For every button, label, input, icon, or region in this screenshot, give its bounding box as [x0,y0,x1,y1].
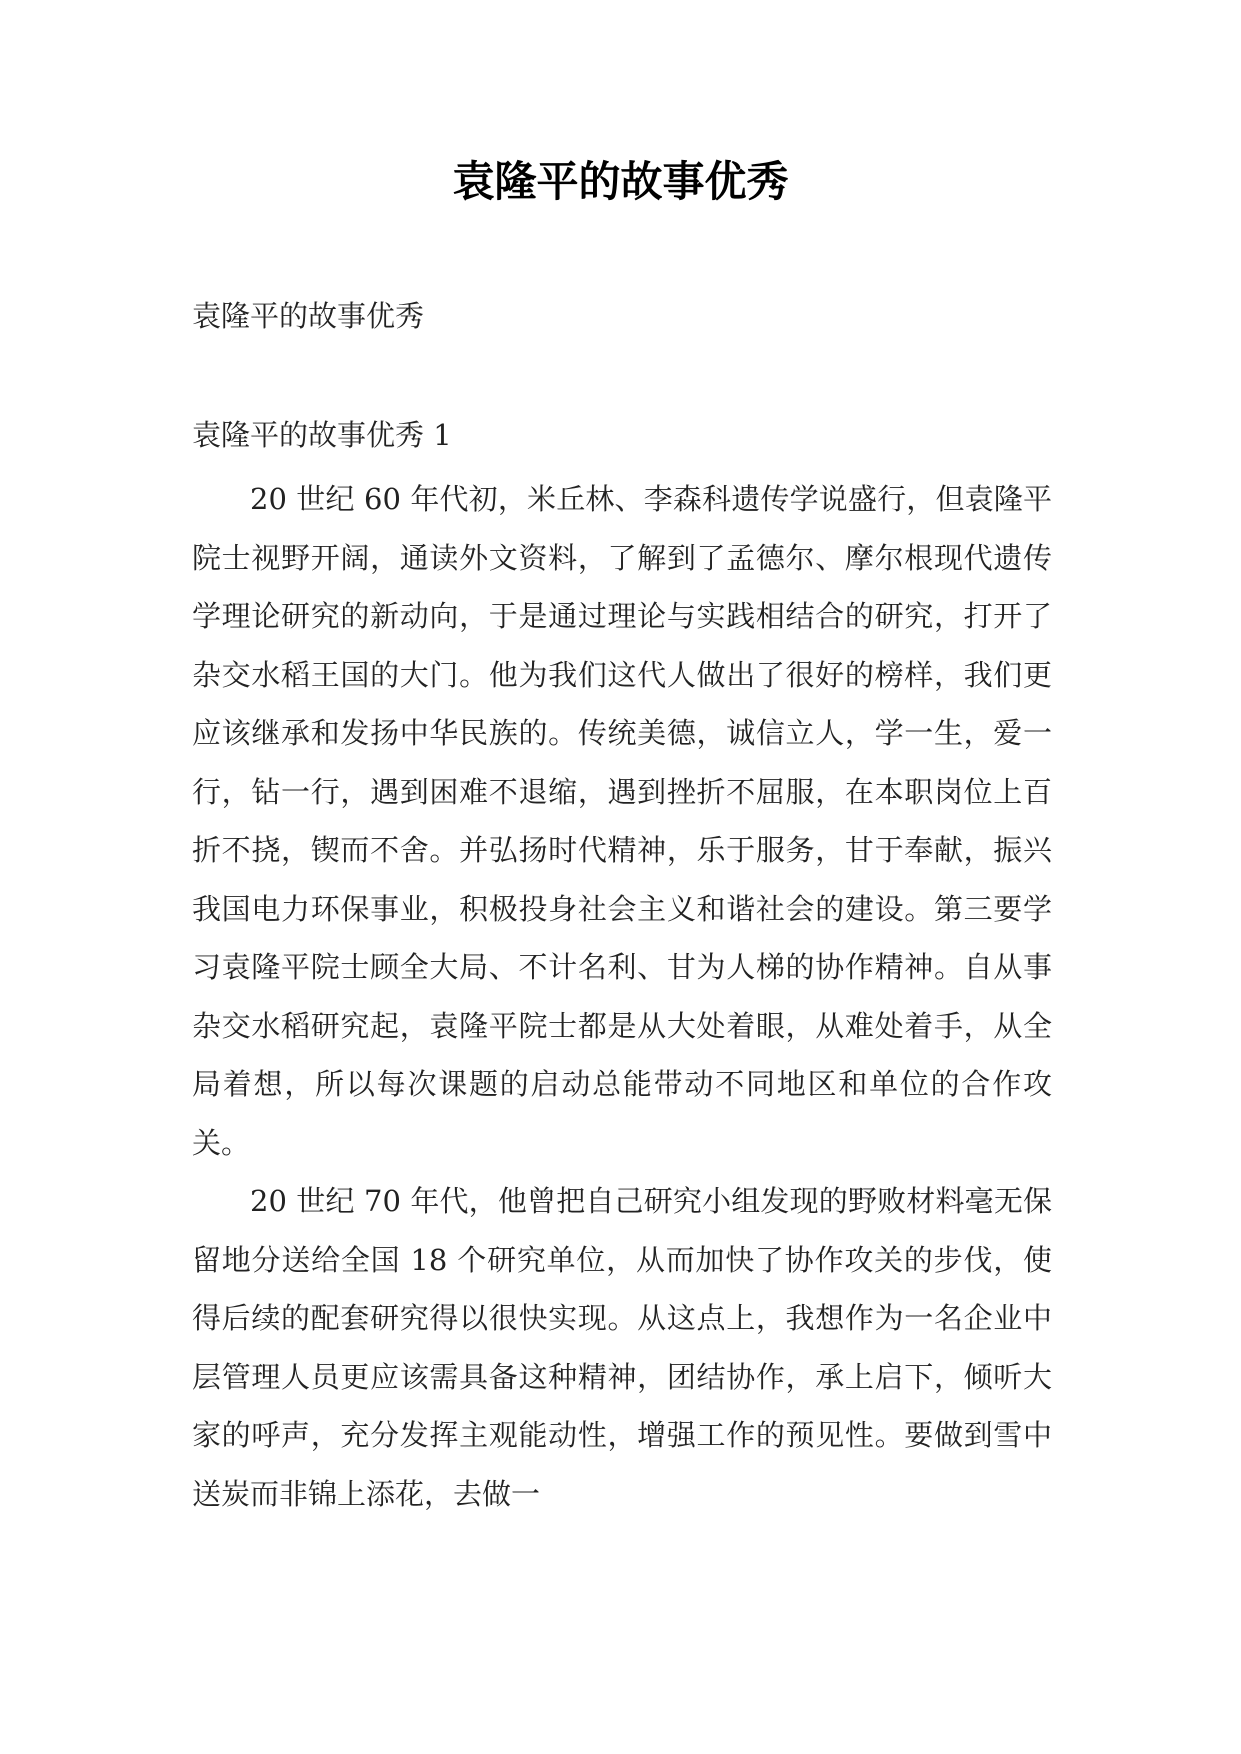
paragraph-1: 20 世纪 60 年代初，米丘林、李森科遗传学说盛行，但袁隆平院士视野开阔，通读外文资料，了解到了孟德尔、摩尔根现代遗传学理论研究的新动向，于是通过理论与实践相结合的研究，打开了杂交水稻王国的大门。他为我们这代人做出了很好的榜样，我们更应该继承和发扬中华民族的。传统美德，诚信立人，学一生，爱一行，钻一行，遇到困难不退缩，遇到挫折不屈服，在本职岗位上百折不挠，锲而不舍。并弘扬时代精神，乐于服务，甘于奉献，振兴我国电力环保事业，积极投身社会主义和谐社会的建设。第三要学习袁隆平院士顾全大局、不计名利、甘为人梯的协作精神。自从事杂交水稻研究起，袁隆平院士都是从大处着眼，从难处着手，从全局着想，所以每次课题的启动总能带动不同地区和单位的合作攻关。 [192,482,1052,1160]
body-text [192,470,1052,1523]
document-subtitle: 袁隆平的故事优秀 [192,299,425,333]
document-title: 袁隆平的故事优秀 [452,157,789,206]
paragraph-2: 20 世纪 70 年代，他曾把自己研究小组发现的野败材料毫无保留地分送给全国 18 个研究单位，从而加快了协作攻关的步伐，使得后续的配套研究得以很快实现。从这点上，我想作为一名企业中层管理人员更应该需具备这种精神，团结协作，承上启下，倾听大家的呼声，充分发挥主观能动性，增强工作的预见性。要做到雪中送炭而非锦上添花，去做一 [192,1184,1052,1511]
section-heading: 袁隆平的故事优秀 1 [192,418,452,452]
